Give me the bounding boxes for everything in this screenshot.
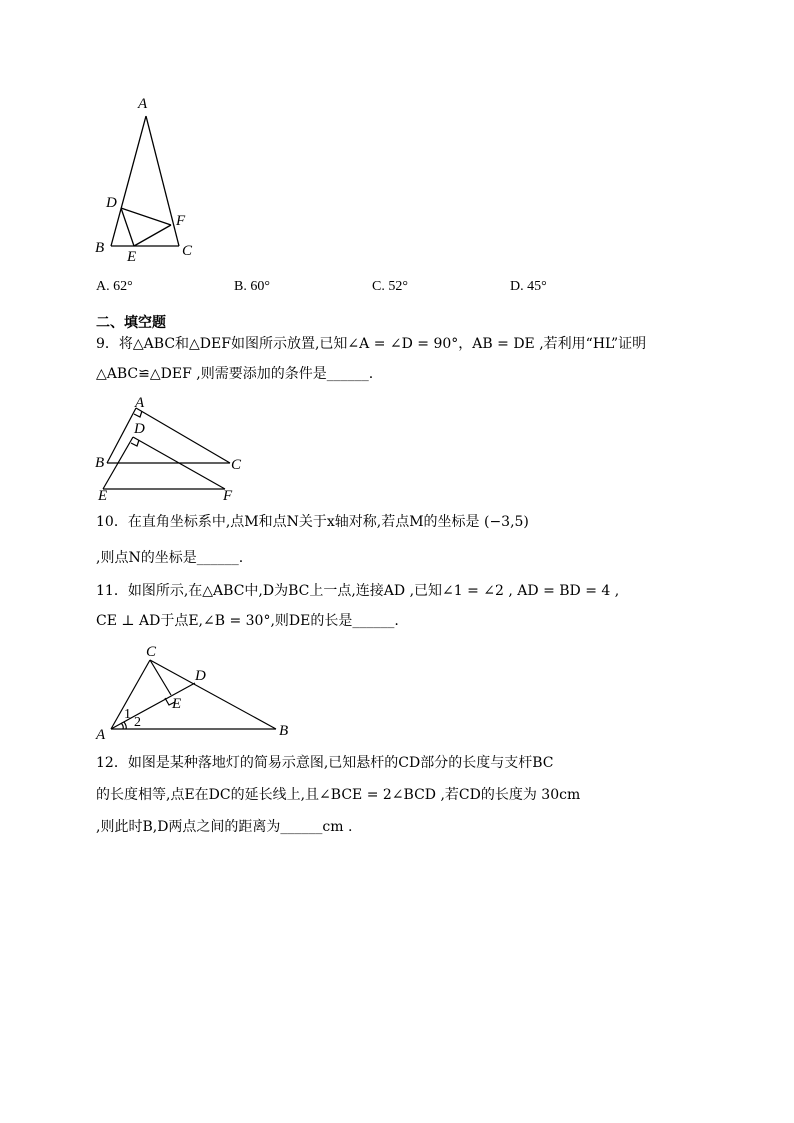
figure-2-label-b: B [95,455,105,471]
figure-2-label-f: F [223,488,233,504]
figure-2-label-a: A [135,395,145,411]
question-12-line-1: 12．如图是某种落地灯的简易示意图,已知悬杆的CD部分的长度与支杆BC [96,755,554,771]
figure-2-label-d: D [134,421,145,437]
figure-3-label-a: A [96,727,106,743]
figure-1-label-a: A [138,96,148,112]
figure-3-label-d: D [195,668,206,684]
figure-1-label-c: C [182,243,193,259]
question-12-line-3: ,则此时B,D两点之间的距离为______cm . [96,819,353,835]
question-10-line-2: ,则点N的坐标是______. [96,550,244,566]
option-a: A. 62° [96,279,133,294]
figure-1-label-e: E [127,249,137,265]
section-heading: 二、填空题 [96,315,166,331]
question-11-line-1: 11．如图所示,在△ABC中,D为BC上一点,连接AD ,已知∠1 = ∠2 , AD = BD = 4 , [96,583,620,599]
figure-1-label-d: D [106,195,117,211]
question-11-line-2: CE ⊥ AD于点E,∠B = 30°,则DE的长是______. [96,613,399,629]
option-d: D. 45° [510,279,547,294]
figure-3-angle-2-label: 2 [134,715,141,730]
figure-3-angle-1-label: 1 [124,707,131,722]
question-9-line-2: △ABC≌△DEF ,则需要添加的条件是______. [96,366,374,382]
figure-1-label-f: F [176,213,186,229]
question-12-line-2: 的长度相等,点E在DC的延长线上,且∠BCE = 2∠BCD ,若CD的长度为 30cm [96,787,581,803]
option-b: B. 60° [234,279,270,294]
figure-3-label-b: B [279,723,289,739]
option-c: C. 52° [372,279,408,294]
figure-3-label-c: C [146,644,157,660]
figure-1-label-b: B [95,240,105,256]
question-10-line-1: 10．在直角坐标系中,点M和点N关于x轴对称,若点M的坐标是 (−3,5) [96,514,529,530]
figure-3-label-e: E [172,696,182,712]
question-9-line-1: 9．将△ABC和△DEF如图所示放置,已知∠A = ∠D = 90°，AB = DE ,若利用“HL”证明 [96,336,647,352]
figure-2-label-e: E [98,488,108,504]
figure-2-label-c: C [231,457,242,473]
